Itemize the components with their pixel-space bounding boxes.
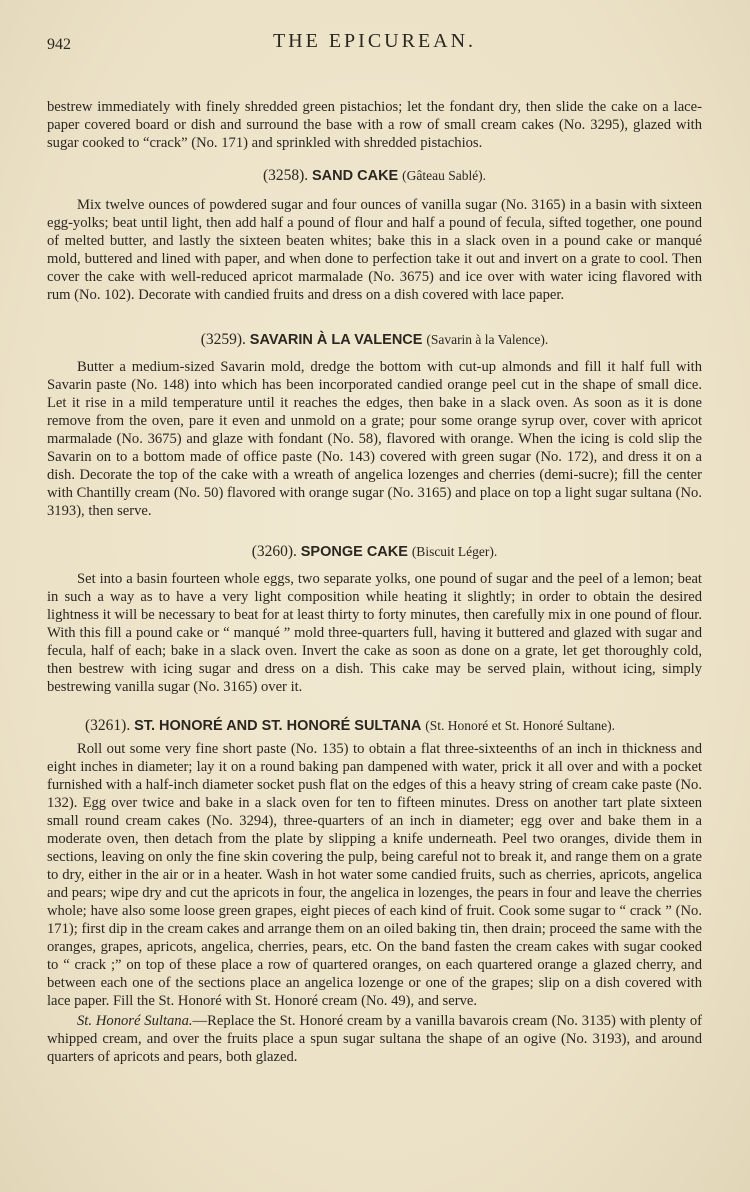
- recipe-french-title: (Gâteau Sablé).: [402, 168, 487, 183]
- recipe-heading-3261: [47, 716, 702, 736]
- running-head: THE EPICUREAN.: [272, 30, 477, 52]
- variant-text: —Replace the St. Honoré cream by a vanilla bavarois cream (No. 3135) with plenty of whipped cream, and over the fruits place a spun sugar sultana the shape of an ogive (No. 3193), and around quarters of apricots and pears, both glazed.: [47, 1013, 702, 1065]
- recipe-french-title: (Biscuit Léger).: [411, 544, 498, 559]
- recipe-variant-3261: [47, 1012, 702, 1066]
- recipe-french-title: (St. Honoré et St. Honoré Sultane).: [425, 718, 615, 733]
- page-number: 942: [47, 36, 71, 53]
- recipe-number: (3261).: [85, 717, 131, 734]
- recipe-french-title: (Savarin à la Valence).: [426, 332, 549, 347]
- recipe-body-3260: Set into a basin fourteen whole eggs, two separate yolks, one pound of sugar and the peel of a lemon; beat in such a way as to have a very light composition while heating it slightly; in order to obtain the desired lightness it will be necessary to beat for at least thirty to forty minutes, then carefully mix in one pound of flour. With this fill a pound cake or “ manqué ” mold three-quarters full, having it buttered and glazed with sugar and fecula, half of each; bake in a slack oven. Invert the cake as soon as done on a grate, let get thoroughly cold, then bestrew with icing sugar and dress on a dish. This cake may be served plain, without icing, simply bestrewing vanilla sugar (No. 3165) over it.: [47, 571, 702, 695]
- recipe-title: SAVARIN À LA VALENCE: [249, 332, 423, 348]
- variant-label: St. Honoré Sultana.: [77, 1013, 193, 1029]
- intro-paragraph: bestrew immediately with finely shredded green pistachios; let the fondant dry, then slide the cake on a lace-paper covered board or dish and surround the base with a row of small cream cakes (No. 3295), glazed with sugar cooked to “crack” (No. 171) and sprinkled with shredded pistachios.: [47, 99, 702, 151]
- recipe-body-3259: Butter a medium-sized Savarin mold, dredge the bottom with cut-up almonds and fill it half full with Savarin paste (No. 148) into which has been incorporated candied orange peel cut in the shape of small dice. Let it rise in a mild temperature until it reaches the edges, then bake in a slack oven. As soon as it is done remove from the oven, pare it even and unmold on a grate; pour some orange syrup over, cover with apricot marmalade (No. 3675) and glaze with fondant (No. 58), flavored with orange. When the icing is cold slip the Savarin on to a bottom made of office paste (No. 143) covered with green sugar (No. 172), and dress it on a dish. Decorate the top of the cake with a wreath of angelica lozenges and cherries (demi-sucre); fill the center with Chantilly cream (No. 50) flavored with orange sugar (No. 3165) and place on top a light sugar sultana (No. 3193), then serve.: [47, 359, 702, 519]
- recipe-title: SPONGE CAKE: [300, 544, 408, 560]
- recipe-heading-3258: [47, 166, 702, 186]
- recipe-number: (3259).: [200, 331, 246, 348]
- recipe-number: (3260).: [251, 543, 297, 560]
- recipe-heading-3260: [47, 542, 702, 562]
- recipe-body-3258: Mix twelve ounces of powdered sugar and four ounces of vanilla sugar (No. 3165) in a basin with sixteen egg-yolks; beat until light, then add half a pound of flour and half a pound of fecula, sifted together, one pound of melted butter, and lastly the sixteen beaten whites; bake this in a slack oven in a pound cake or manqué mold, buttered and lined with paper, and when done to perfection take it out and invert on a grate to cool. Then cover the cake with well-reduced apricot marmalade (No. 3675) and ice over with water icing flavored with rum (No. 102). Decorate with candied fruits and dress on a dish covered with lace paper.: [47, 197, 702, 303]
- recipe-number: (3258).: [262, 167, 309, 184]
- recipe-title: ST. HONORÉ AND ST. HONORÉ SULTANA: [134, 718, 422, 734]
- recipe-heading-3259: [47, 330, 702, 350]
- page-header: [47, 24, 702, 64]
- recipe-title: SAND CAKE: [312, 168, 399, 184]
- recipe-body-3261: Roll out some very fine short paste (No. 135) to obtain a flat three-sixteenths of an inch in thickness and eight inches in diameter; lay it on a round baking pan dampened with water, prick it all over and with a pocket furnished with a half-inch diameter socket push flat on the edges of this a heavy string of cream cake paste (No. 132). Egg over twice and bake in a slack oven for ten to fifteen minutes. Dress on another tart plate sixteen small round cream cakes (No. 3294), three-quarters of an inch in diameter; egg over and bake them in a moderate oven, then detach from the plate by slipping a knife underneath. Peel two oranges, divide them in sections, leaving on only the fine skin covering the pulp, being careful not to break it, and range them on a grate to dry, either in the air or in a heater. Wash in hot water some candied fruits, such as cherries, apricots, angelica and pears; wipe dry and cut the apricots in four, the angelica in lozenges, the pears in four and leave the cherries whole; have also some loose green grapes, eight pieces of each kind of fruit. Cook some sugar to “ crack ” (No. 171); first dip in the cream cakes and arrange them on an oiled baking tin, then drain; proceed the same with the oranges, grapes, apricots, angelica, cherries, pears, etc. On the band fasten the cream cakes with sugar cooked to “ crack ;” on top of these place a row of quartered oranges, on each quartered orange a glazed cherry, and between each one of the sections place an angelica lozenge or one of the grapes; slip on a dish covered with lace paper. Fill the St. Honoré with St. Honoré cream (No. 49), and serve.: [47, 741, 702, 1009]
